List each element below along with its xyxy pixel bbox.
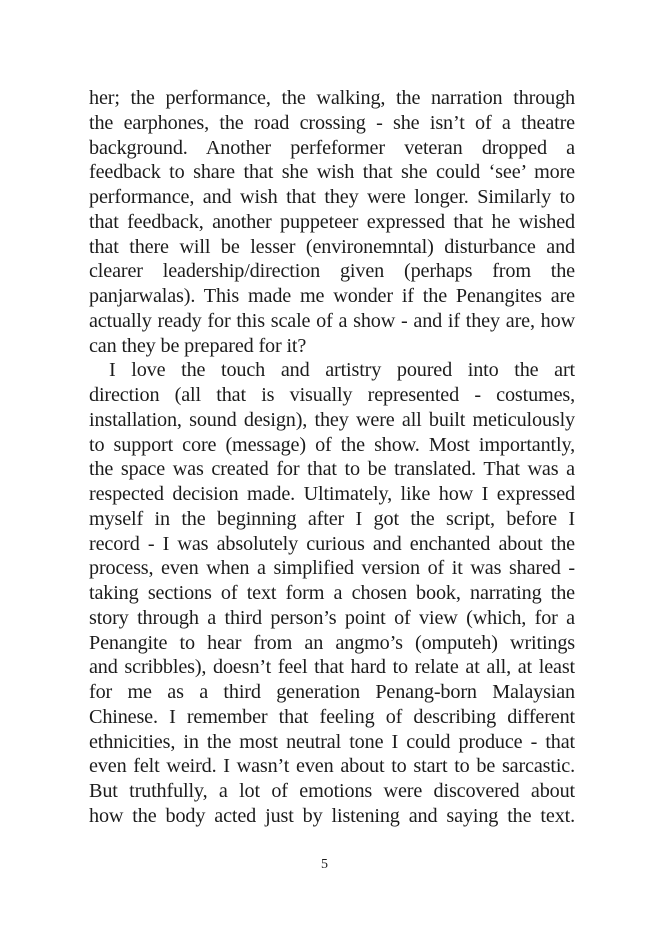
text-line: the space was created for that to be translated. That was a	[89, 458, 575, 481]
page-number: 5	[321, 857, 328, 872]
text-line: that feedback, another puppeteer expressed that he wished	[89, 210, 575, 233]
paragraph	[89, 358, 575, 828]
text-line: taking sections of text form a chosen book, narrating the	[89, 582, 575, 604]
text-line: can they be prepared for it?	[89, 334, 307, 357]
text-line: story through a third person’s point of view (which, for a	[89, 606, 575, 629]
text-line: for me as a third generation Penang-born Malaysian	[89, 681, 575, 703]
text-line: respected decision made. Ultimately, like how I expressed	[89, 483, 575, 505]
text-line: I love the touch and artistry poured into the art	[109, 359, 575, 382]
text-line: record - I was absolutely curious and enchanted about the	[89, 532, 575, 555]
text-line: installation, sound design), they were all built meticulously	[89, 408, 575, 431]
text-line: to support core (message) of the show. Most importantly,	[89, 433, 575, 456]
text-line: Penangite to hear from an angmo’s (omputeh) writings	[89, 631, 575, 654]
body-text	[89, 86, 575, 829]
text-line: performance, and wish that they were longer. Similarly to	[89, 186, 575, 208]
text-line: panjarwalas). This made me wonder if the Penangites are	[89, 285, 575, 307]
text-line: that there will be lesser (environemntal) disturbance and	[89, 235, 575, 258]
text-line: her; the performance, the walking, the narration through	[89, 87, 575, 109]
text-line: myself in the beginning after I got the script, before I	[89, 507, 575, 530]
text-line: how the body acted just by listening and saying the text.	[89, 804, 575, 827]
text-line: clearer leadership/direction given (perhaps from the	[89, 260, 575, 283]
text-line: direction (all that is visually represented - costumes,	[89, 384, 575, 406]
text-line: background. Another perfeformer veteran dropped a	[89, 136, 575, 159]
text-line: actually ready for this scale of a show - and if they are, how	[89, 309, 575, 332]
text-line: Chinese. I remember that feeling of describing different	[89, 705, 575, 728]
text-line: the earphones, the road crossing - she isn’t of a theatre	[89, 111, 575, 134]
text-line: process, even when a simplified version of it was shared -	[89, 557, 575, 580]
paragraph	[89, 86, 575, 358]
text-line: ethnicities, in the most neutral tone I could produce - that	[89, 730, 575, 753]
text-line: and scribbles), doesn’t feel that hard to relate at all, at least	[89, 656, 575, 679]
text-line: even felt weird. I wasn’t even about to start to be sarcastic.	[89, 755, 575, 778]
text-line: But truthfully, a lot of emotions were discovered about	[89, 780, 575, 802]
text-line: feedback to share that she wish that she could ‘see’ more	[89, 161, 575, 184]
